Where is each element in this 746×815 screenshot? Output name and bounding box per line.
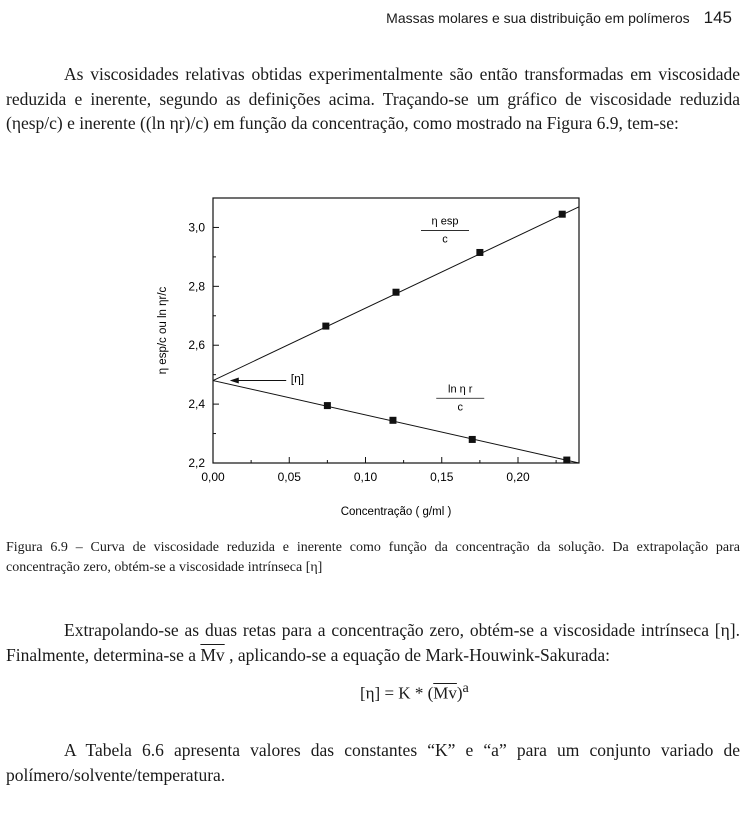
- paragraph-2-text-a: Extrapolando-se as duas retas para a concentração zero, obtém-se a viscosidade intrínseca [η]. Finalmente, determina-se a: [6, 620, 740, 665]
- mark-houwink-equation: [360, 680, 469, 704]
- data-point: [322, 323, 329, 330]
- series-label-top: ln η r: [448, 383, 473, 396]
- series-label-top: η esp: [431, 215, 459, 228]
- x-tick-label: 0,05: [277, 470, 301, 484]
- figure-caption: Figura 6.9 – Curva de viscosidade reduzida e inerente como função da concentração da solução. Da extrapolação para concentração zero, obtém-se a viscosidade intrínseca [η]: [6, 540, 740, 575]
- series-label-bottom: c: [442, 233, 448, 246]
- equation-mv: $\overline{Mv}$: [433, 683, 457, 703]
- equation-lhs: [η] = K * (: [360, 683, 434, 703]
- arrow-icon: [230, 378, 239, 384]
- equation-exponent: a: [462, 680, 469, 696]
- x-tick-label: 0,10: [353, 470, 378, 484]
- data-point: [389, 417, 396, 424]
- data-point: [476, 249, 483, 256]
- paragraph-2-text-b: , aplicando-se a equação de Mark-Houwink-Sakurada:: [224, 644, 611, 665]
- y-tick-label: 2,6: [188, 338, 205, 353]
- data-point: [324, 402, 331, 409]
- y-tick-label: 2,8: [188, 279, 205, 294]
- data-point: [469, 436, 476, 443]
- data-point: [393, 289, 400, 296]
- data-point: [559, 211, 566, 218]
- paragraph-1-text: As viscosidades relativas obtidas experimentalmente são então transformadas em viscosidade reduzida e inerente, segundo as definições acima. Traçando-se um gráfico de viscosidade reduzida (ηesp/c) e inerente ((ln ηr)/c) em função da concentração, como mostrado na Figura 6.9, tem-se:: [6, 64, 740, 133]
- equation-rhs: ): [456, 683, 463, 703]
- running-title: Massas molares e sua distribuição em polímeros: [386, 10, 690, 26]
- data-point: [563, 457, 570, 464]
- x-tick-label: 0,15: [430, 470, 454, 484]
- page-number: 145: [703, 8, 732, 27]
- y-tick-label: 2,2: [188, 456, 205, 470]
- mv-symbol: $\overline{Mv}$: [200, 644, 225, 665]
- y-tick-label: 2,4: [188, 397, 205, 412]
- x-tick-label: 0,00: [201, 470, 225, 484]
- x-tick-label: 0,20: [506, 470, 530, 484]
- paragraph-3: [6, 738, 740, 787]
- intercept-label: [η]: [290, 371, 305, 386]
- x-axis-label: Concentração ( g/ml ): [340, 506, 452, 518]
- y-tick-label: 3,0: [188, 220, 205, 235]
- series-label-bottom: c: [457, 401, 463, 414]
- y-axis-label: η esp/c ou ln ηr/c: [157, 286, 169, 375]
- paragraph-3-text: A Tabela 6.6 apresenta valores das constantes “K” e “a” para um conjunto variado de polímero/solvente/temperatura.: [6, 740, 740, 785]
- paragraph-2: [6, 618, 740, 667]
